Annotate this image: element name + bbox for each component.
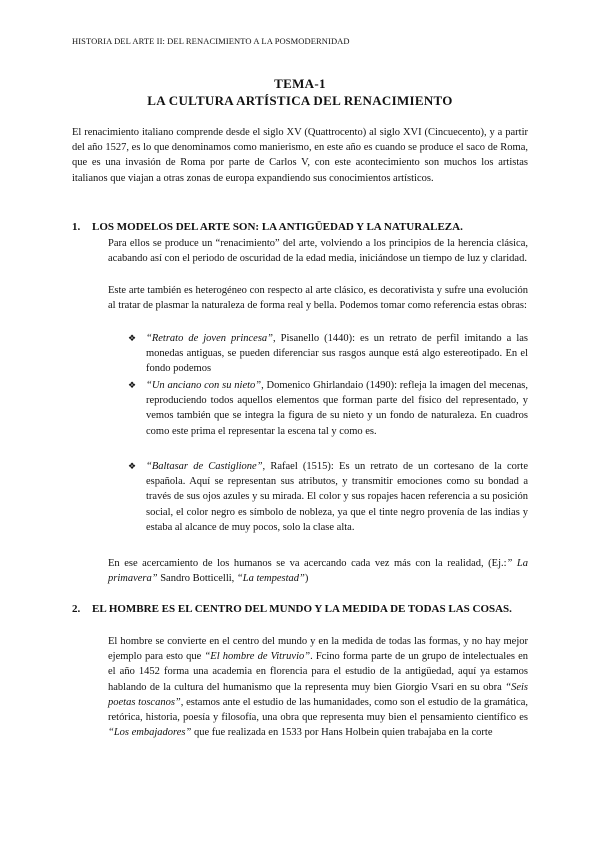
topic-subtitle: LA CULTURA ARTÍSTICA DEL RENACIMIENTO [147, 93, 453, 108]
artwork-title: ” La primavera” [108, 558, 528, 585]
artwork-title: “Seis poetas toscanos” [108, 681, 528, 708]
topic-title: TEMA-1 [274, 76, 326, 91]
running-header: HISTORIA DEL ARTE II: DEL RENACIMIENTO A LA POSMODERNIDAD [72, 36, 350, 46]
list-item [128, 378, 528, 439]
artwork-title: “La tempestad” [236, 573, 305, 585]
paragraph-text: , estamos ante el estudio de las humanidades, como son el estudio de la gramática, retórica, historia, poesía y filosofía, una obra que representa muy bien el pensamiento científico es [108, 696, 528, 724]
artwork-title: “Los embajadores” [108, 727, 192, 739]
list-item-text: , Rafael (1515): Es un retrato de un cortesano de la corte española. Aquí se representan sus atributos, y transmitir emociones como su bondad a través de sus ojos azules y su mirada. El color y sus ropajes hacen referencia a su posición social, el color negro es símbolo de nobleza, ya que el tinte negro provenía de las indias y estaba al alcance de muy pocos, solo la clase alta. [146, 461, 528, 533]
paragraph-text: ) [304, 573, 309, 585]
section-1-paragraph-1: Para ellos se produce un “renacimiento” del arte, volviendo a los principios de la herencia clásica, acabando así con el periodo de oscuridad de la edad media, iniciándose un tiempo de luz y claridad. [108, 238, 528, 265]
section-1-title: LOS MODELOS DEL ARTE SON: LA ANTIGÜEDAD Y LA NATURALEZA. [92, 221, 463, 233]
intro-paragraph: El renacimiento italiano comprende desde el siglo XV (Quattrocento) al siglo XVI (Cincuecento), y a partir del año 1527, es lo que denominamos como manierismo, en este año es cuando se produce el saco de Roma, que es una invasión de Roma por parte de Carlos V, con este acontecimiento son muchos los artistas italianos que viajan a otras zonas de europa expandiendo sus conocimientos artísticos. [72, 127, 528, 184]
section-2-title: EL HOMBRE ES EL CENTRO DEL MUNDO Y LA MEDIDA DE TODAS LAS COSAS. [92, 603, 512, 615]
artwork-title: “Retrato de joven princesa” [146, 333, 273, 344]
artwork-title: “El hombre de Vitruvio” [204, 651, 311, 663]
list-item [128, 459, 528, 535]
artwork-title: “Baltasar de Castiglione” [146, 461, 263, 472]
section-1-heading [72, 220, 528, 236]
paragraph-text: que fue realizada en 1533 por Hans Holbein quien trabajaba en la corte [191, 727, 493, 739]
paragraph-text: El hombre se convierte en el centro del mundo y en la medida de todas las formas, y no hay mejor ejemplo para esto que [108, 636, 528, 663]
section-1-paragraph-3 [108, 556, 528, 586]
artwork-title: “Un anciano con su nieto” [146, 380, 262, 391]
paragraph-text: Sandro Botticelli, [157, 573, 237, 585]
diamond-bullet-icon: ❖ [128, 380, 137, 390]
diamond-bullet-icon: ❖ [128, 333, 137, 343]
diamond-bullet-icon: ❖ [128, 461, 137, 471]
section-1-paragraph-2: Este arte también es heterogéneo con respecto al arte clásico, es decorativista y sufre una evolución al tratar de plasmar la naturaleza de forma real y bella. Podemos tomar como referencia estas obras: [108, 285, 528, 312]
list-item-text: , Pisanello (1440): es un retrato de perfil imitando a las monedas antiguas, se pueden diferenciar sus rasgos aunque está algo estereotipado. En el fondo podemos [146, 333, 529, 375]
paragraph-text: . Fcino forma parte de un grupo de intelectuales en el año 1452 forma una academia en florencia para el estudio de la antigüedad, aquí ya estamos hablando de la cultura del humanismo que la representa muy bien Giorgio Vsari en su obra [108, 651, 529, 693]
list-item [128, 331, 529, 377]
paragraph-text: En ese acercamiento de los humanos se va acercando cada vez más con la realidad, (Ej.: [108, 558, 507, 569]
section-2-number: 2. [72, 603, 81, 615]
section-1-number: 1. [72, 221, 81, 233]
section-2-paragraph [108, 634, 528, 740]
section-2-heading [72, 602, 528, 618]
list-item-text: , Domenico Ghirlandaio (1490): refleja la imagen del mecenas, reproduciendo todos aquellos elementos que forman parte del físico del representado, y vemos también que se integra la figura de su nieto y un fondo de naturaleza. En cuadros como este prima el representar la escena tal y como es. [146, 380, 528, 437]
